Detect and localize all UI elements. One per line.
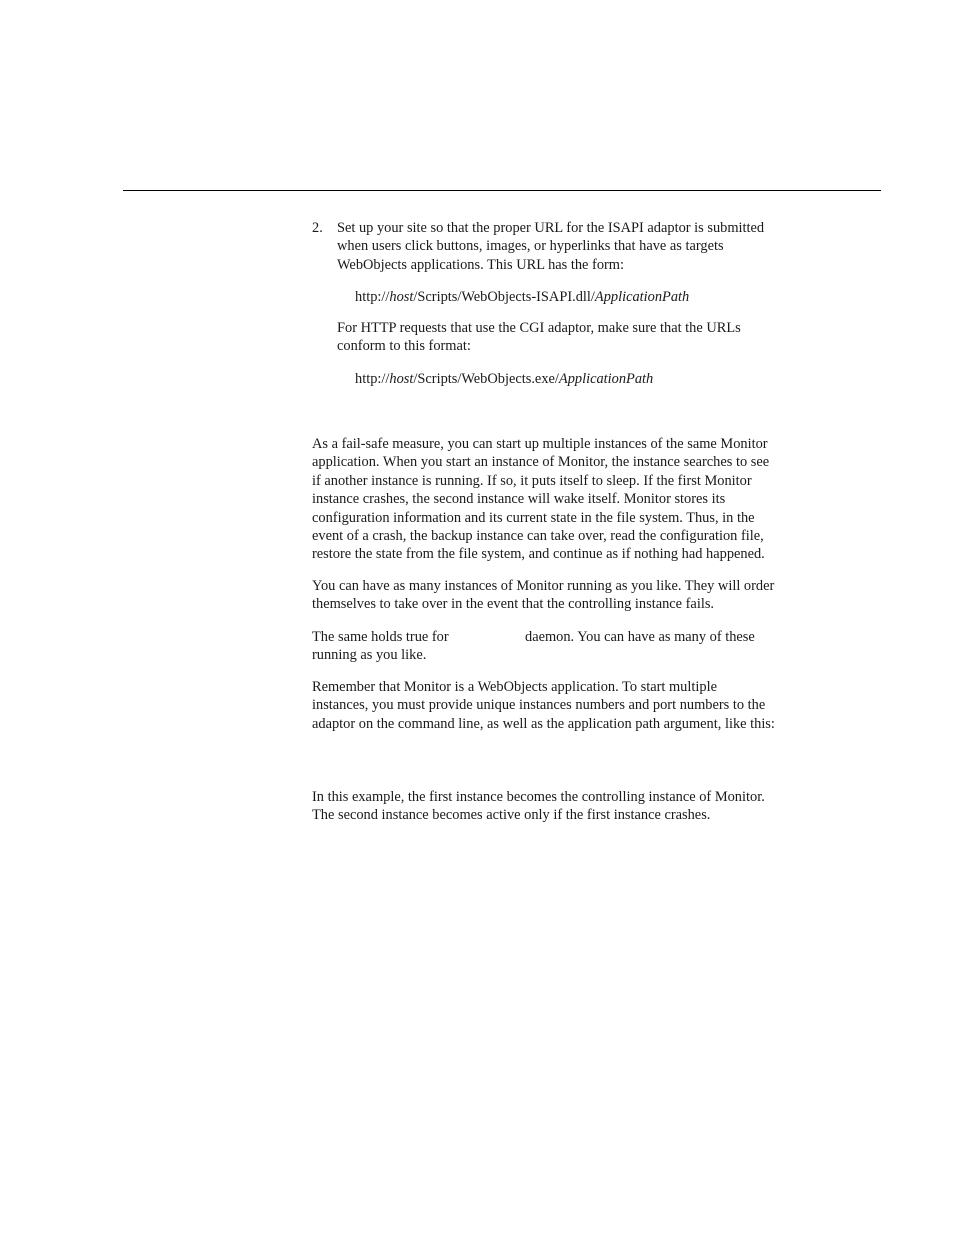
url-middle: /Scripts/WebObjects.exe/ <box>413 371 559 387</box>
header-rule <box>123 190 881 191</box>
paragraph-line: instances, you must provide unique instances numbers and port numbers to the <box>312 697 766 714</box>
cgi-note-line: conform to this format: <box>337 338 471 355</box>
cgi-note-line: For HTTP requests that use the CGI adaptor, make sure that the URLs <box>337 320 741 336</box>
url-path: ApplicationPath <box>594 289 690 305</box>
url-path: ApplicationPath <box>558 371 654 387</box>
daemon-paragraph-middle: daemon. You can have as many of these <box>525 629 755 645</box>
url-host: host <box>389 289 414 305</box>
paragraph-line: configuration information and its current state in the file system. Thus, in the <box>312 509 755 526</box>
url-middle: /Scripts/WebObjects-ISAPI.dll/ <box>413 289 595 305</box>
url-prefix: http:// <box>355 371 390 387</box>
failsafe-paragraph <box>312 435 769 564</box>
paragraph-line: The second instance becomes active only if the first instance crashes. <box>312 807 711 824</box>
step-number: 2. <box>312 220 323 236</box>
cgi-note <box>337 319 797 356</box>
url-prefix: http:// <box>355 289 390 305</box>
command-line-paragraph <box>312 678 775 733</box>
paragraph-line: As a fail-safe measure, you can start up multiple instances of the same Monitor <box>312 436 768 452</box>
cgi-url-example <box>355 370 653 388</box>
example-paragraph <box>312 788 765 825</box>
daemon-paragraph-end: running as you like. <box>312 647 427 663</box>
instances-paragraph <box>312 577 774 614</box>
step-line: WebObjects applications. This URL has the form: <box>337 256 624 273</box>
step-instruction <box>337 219 797 274</box>
paragraph-line: event of a crash, the backup instance can take over, read the configuration file, <box>312 528 764 545</box>
paragraph-line: if another instance is running. If so, it puts itself to sleep. If the first Monitor <box>312 472 752 489</box>
paragraph-line: instance crashes, the second instance will wake itself. Monitor stores its <box>312 491 726 508</box>
daemon-paragraph-start: The same holds true for <box>312 629 449 645</box>
paragraph-line: restore the state from the file system, and continue as if nothing had happened. <box>312 546 765 563</box>
paragraph-line: In this example, the first instance becomes the controlling instance of Monitor. <box>312 789 765 805</box>
paragraph-line: Remember that Monitor is a WebObjects application. To start multiple <box>312 679 717 695</box>
step-line: when users click buttons, images, or hyperlinks that have as targets <box>337 238 724 255</box>
paragraph-line: adaptor on the command line, as well as the application path argument, like this: <box>312 715 775 732</box>
paragraph-line: You can have as many instances of Monitor running as you like. They will order <box>312 578 775 594</box>
isapi-url-example <box>355 288 689 306</box>
step-line: Set up your site so that the proper URL for the ISAPI adaptor is submitted <box>337 220 765 236</box>
url-host: host <box>389 371 414 387</box>
paragraph-line: themselves to take over in the event that the controlling instance fails. <box>312 596 715 613</box>
paragraph-line: application. When you start an instance of Monitor, the instance searches to see <box>312 454 770 471</box>
